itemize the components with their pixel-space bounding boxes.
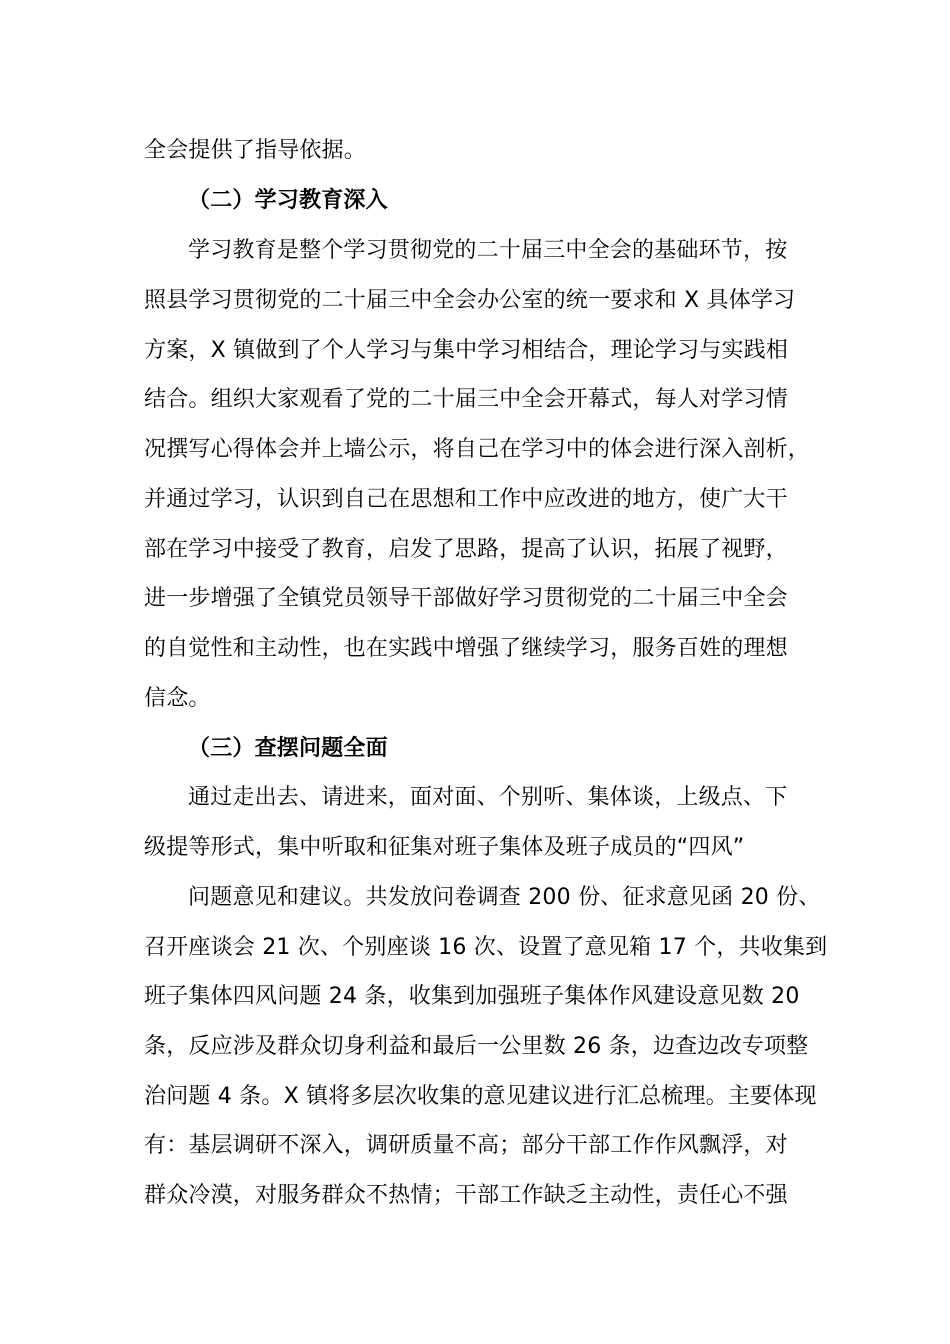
paragraph-line: 通过走出去、请进来，面对面、个别听、集体谈，上级点、下 bbox=[188, 785, 788, 810]
paragraph-line: 况撰写心得体会并上墙公示，将自己在学习中的体会进行深入剖析， bbox=[144, 437, 811, 462]
paragraph-line: 方案，X 镇做到了个人学习与集中学习相结合，理论学习与实践相 bbox=[144, 338, 789, 363]
paragraph-line: 结合。组织大家观看了党的二十届三中全会开幕式，每人对学习情 bbox=[144, 387, 788, 412]
paragraph-line: 学习教育是整个学习贯彻党的二十届三中全会的基础环节，按 bbox=[188, 238, 788, 263]
paragraph-line: 问题意见和建议。共发放问卷调查 200 份、征求意见函 20 份、 bbox=[188, 885, 821, 910]
paragraph-line: 级提等形式，集中听取和征集对班子集体及班子成员的“四风” bbox=[144, 835, 745, 860]
paragraph-line: 进一步增强了全镇党员领导干部做好学习贯彻党的二十届三中全会 bbox=[144, 586, 788, 611]
paragraph-line: 全会提供了指导依据。 bbox=[144, 138, 367, 163]
paragraph-line: 的自觉性和主动性，也在实践中增强了继续学习，服务百姓的理想 bbox=[144, 636, 788, 661]
paragraph-line: 有：基层调研不深入，调研质量不高；部分干部工作作风飘浮，对 bbox=[144, 1133, 788, 1158]
paragraph-line: 条，反应涉及群众切身利益和最后一公里数 26 条，边查边改专项整 bbox=[144, 1034, 809, 1059]
paragraph-line: 照县学习贯彻党的二十届三中全会办公室的统一要求和 X 具体学习 bbox=[144, 288, 796, 313]
paragraph-line: 召开座谈会 21 次、个别座谈 16 次、设置了意见箱 17 个，共收集到 bbox=[144, 935, 828, 960]
section-heading: （二）学习教育深入 bbox=[188, 188, 388, 213]
paragraph-line: 群众冷漠，对服务群众不热情；干部工作缺乏主动性，责任心不强 bbox=[144, 1183, 788, 1208]
paragraph-line: 部在学习中接受了教育，启发了思路，提高了认识，拓展了视野， bbox=[144, 537, 788, 562]
section-heading: （三）查摆问题全面 bbox=[188, 736, 388, 761]
paragraph-line: 班子集体四风问题 24 条，收集到加强班子集体作风建设意见数 20 bbox=[144, 984, 800, 1009]
paragraph-line: 治问题 4 条。X 镇将多层次收集的意见建议进行汇总梳理。主要体现 bbox=[144, 1084, 817, 1109]
paragraph-line: 并通过学习，认识到自己在思想和工作中应改进的地方，使广大干 bbox=[144, 487, 788, 512]
paragraph-line: 信念。 bbox=[144, 686, 211, 711]
